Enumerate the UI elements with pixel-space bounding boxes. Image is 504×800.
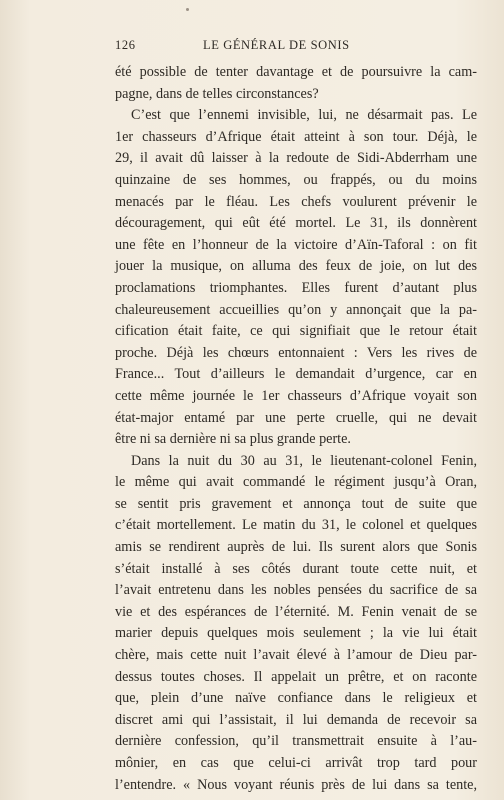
paper-speck: [186, 8, 189, 11]
text-line: dessus toutes choses. Il appelait un prêtre, et on raconte: [115, 668, 477, 685]
text-line: 29, il avait dû laisser à la redoute de Sidi-Abderrham une: [115, 150, 477, 167]
body-text: [115, 62, 477, 796]
page-number: 126: [115, 38, 136, 52]
text-line: jouer la musique, on alluma des feux de joie, on lut des: [115, 258, 477, 275]
text-line: être ni sa dernière ni sa plus grande perte.: [115, 431, 351, 448]
text-line: proche. Déjà les chœurs entonnaient : Vers les rives de: [115, 344, 477, 361]
text-line: le même qui avait commandé le régiment jusqu’à Oran,: [115, 474, 477, 491]
text-line: C’est que l’ennemi invisible, lui, ne désarmait pas. Le: [131, 107, 477, 124]
text-line: l’avait entretenu dans les nobles pensées du sacrifice de sa: [115, 582, 477, 599]
text-line: chère, mais cette nuit l’avait élevé à l’amour de Dieu par-: [115, 647, 477, 664]
running-head: [115, 38, 475, 54]
text-line: pagne, dans de telles circonstances?: [115, 85, 319, 102]
text-line: chaleureusement accueillies qu’on y annonçait que la pa-: [115, 301, 477, 318]
text-line: dernière confession, qu’il transmettrait ensuite à l’au-: [115, 733, 477, 750]
text-line: amis se rendirent auprès de lui. Ils surent alors que Sonis: [115, 539, 477, 556]
text-line: découragement, qui eût été mortel. Le 31, ils donnèrent: [115, 215, 477, 232]
text-line: Dans la nuit du 30 au 31, le lieutenant-colonel Fenin,: [131, 452, 477, 469]
text-line: mônier, en cas que celui-ci arrivât trop tard pour: [115, 755, 477, 771]
text-line: cification était faite, ce qui signifiait que le retour était: [115, 323, 477, 340]
text-line: l’entendre. « Nous voyant réunis près de lui dans sa tente,: [115, 776, 477, 793]
text-line: été possible de tenter davantage et de poursuivre la cam-: [115, 64, 477, 80]
text-line: c’était mortellement. Le matin du 31, le colonel et quelques: [115, 517, 477, 534]
text-line: marier depuis quelques mois seulement ; la vie lui était: [115, 625, 477, 642]
text-line: se sentit pris gravement et annonça tout de suite que: [115, 495, 477, 512]
text-line: cette même journée le 1er chasseurs d’Afrique voyait son: [115, 387, 477, 404]
text-line: quinzaine de ses hommes, ou frappés, ou du moins: [115, 171, 477, 188]
text-line: vie et des espérances de l’éternité. M. Fenin venait de se: [115, 603, 477, 620]
text-line: menacés par le fléau. Les chefs voulurent prévenir le: [115, 193, 477, 210]
text-line: que, plein d’une naïve confiance dans le religieux et: [115, 690, 477, 707]
text-line: France... Tout d’ailleurs le demandait d’urgence, car en: [115, 366, 477, 383]
text-line: proclamations triomphantes. Elles furent d’autant plus: [115, 279, 477, 296]
text-line: une fête en l’honneur de la victoire d’Aïn-Taforal : on fit: [115, 236, 477, 253]
running-title: LE GÉNÉRAL DE SONIS: [203, 38, 350, 52]
text-line: 1er chasseurs d’Afrique était atteint à son tour. Déjà, le: [115, 128, 477, 145]
text-line: état-major entamé par une perte cruelle, qui ne devait: [115, 409, 477, 426]
text-line: discret ami qui l’assistait, il lui demanda de recevoir sa: [115, 711, 477, 728]
text-line: s’était installé à ses côtés durant toute cette nuit, et: [115, 560, 477, 577]
